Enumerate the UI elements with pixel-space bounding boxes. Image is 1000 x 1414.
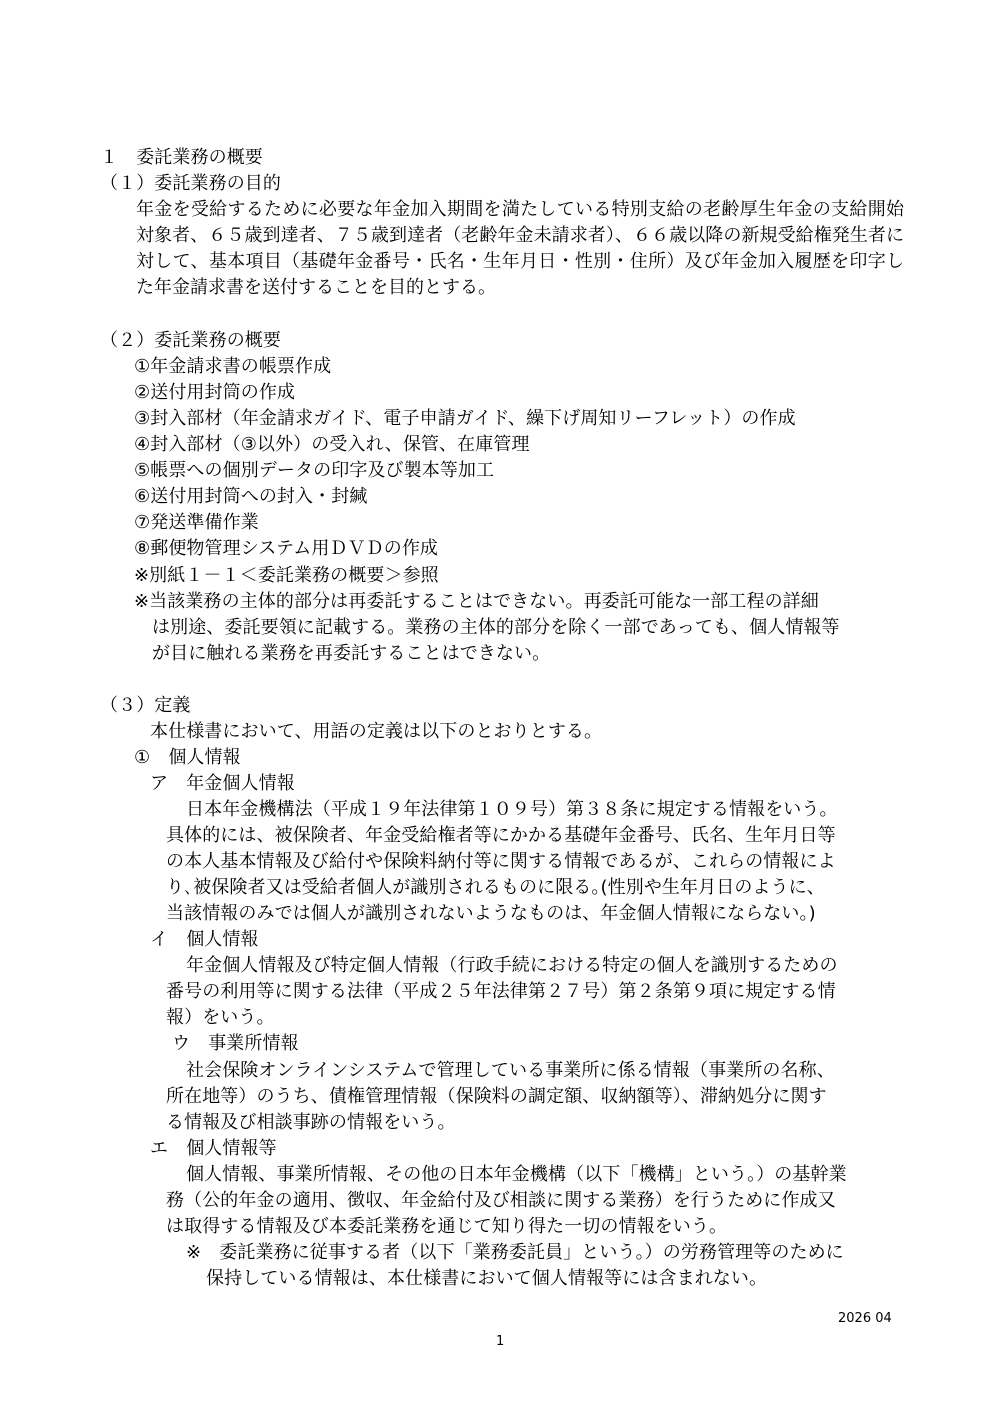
subcontract-note-line: が目に触れる業務を再委託することはできない。	[152, 643, 551, 664]
definition-line: は取得する情報及び本委託業務を通じて知り得た一切の情報をいう。	[166, 1216, 728, 1237]
definition-item-heading: ① 個人情報	[134, 747, 241, 768]
definition-line: 個人情報、事業所情報、その他の日本年金機構（以下「機構」という。）の基幹業	[186, 1164, 847, 1185]
subcontract-note-line: ※当該業務の主体的部分は再委託することはできない。再委託可能な一部工程の詳細	[134, 591, 819, 612]
definition-title-office-info: ウ 事業所情報	[172, 1033, 299, 1054]
section-heading: １ 委託業務の概要	[100, 147, 263, 168]
list-item: ⑦発送準備作業	[134, 512, 259, 533]
definition-title-pension-personal-info: ア 年金個人情報	[150, 773, 295, 794]
page-number: 1	[496, 1334, 505, 1349]
definition-line: 番号の利用等に関する法律（平成２５年法律第２７号）第２条第９項に規定する情	[166, 981, 836, 1002]
definition-line: の本人基本情報及び給付や保険料納付等に関する情報であるが、これらの情報によ	[166, 851, 836, 872]
definition-line: る情報及び相談事跡の情報をいう。	[166, 1112, 456, 1133]
definition-line: 日本年金機構法（平成１９年法律第１０９号）第３８条に規定する情報をいう。	[186, 799, 838, 820]
subsection-heading-overview: （２）委託業務の概要	[100, 330, 281, 351]
definition-line: 報）をいう。	[166, 1007, 275, 1028]
definition-line: 年金個人情報及び特定個人情報（行政手続における特定の個人を識別するための	[186, 955, 838, 976]
reference-note: ※別紙１－１＜委託業務の概要＞参照	[134, 565, 439, 586]
purpose-paragraph: 年金を受給するために必要な年金加入期間を満たしている特別支給の老齢厚生年金の支給開始対象者、６５歳到達者、７５歳到達者（老齢年金未請求者）、６６歳以降の新規受給権発生者に対して、基本項目（基礎年金番号・氏名・生年月日・性別・住所）及び年金加入履歴を印字した年金請求書を送付することを目的とする。	[136, 199, 904, 298]
definition-line: 所在地等）のうち、債権管理情報（保険料の調定額、収納額等）、滞納処分に関す	[166, 1086, 827, 1107]
exclusion-note-line: ※ 委託業務に従事する者（以下「業務委託員」という。）の労務管理等のために	[186, 1242, 844, 1263]
definition-line: 具体的には、被保険者、年金受給権者等にかかる基礎年金番号、氏名、生年月日等	[166, 825, 836, 846]
exclusion-note-line: 保持している情報は、本仕様書において個人情報等には含まれない。	[206, 1268, 768, 1289]
subsection-heading-purpose: （１）委託業務の目的	[100, 173, 281, 194]
definition-line: 務（公的年金の適用、徴収、年金給付及び相談に関する業務）を行うために作成又	[166, 1190, 836, 1211]
definition-title-personal-info: イ 個人情報	[150, 929, 259, 950]
list-item: ④封入部材（③以外）の受入れ、保管、在庫管理	[134, 434, 530, 455]
list-item: ⑤帳票への個別データの印字及び製本等加工	[134, 460, 495, 481]
document-date: 2026 04	[838, 1311, 892, 1326]
list-item: ②送付用封筒の作成	[134, 382, 296, 403]
list-item: ⑥送付用封筒への封入・封緘	[134, 486, 368, 507]
definition-line: 当該情報のみでは個人が識別されないようなものは、年金個人情報にならない。)	[166, 903, 816, 924]
definition-line: り､被保険者又は受給者個人が識別されるものに限る｡(性別や生年月日のように、	[166, 877, 825, 898]
subcontract-note-line: は別途、委託要領に記載する。業務の主体的部分を除く一部であっても、個人情報等	[152, 617, 840, 638]
subsection-heading-definitions: （３）定義	[100, 695, 191, 716]
definition-title-personal-info-etc: エ 個人情報等	[150, 1138, 277, 1159]
definitions-intro: 本仕様書において、用語の定義は以下のとおりとする。	[150, 721, 603, 742]
list-item: ③封入部材（年金請求ガイド、電子申請ガイド、繰下げ周知リーフレット）の作成	[134, 408, 796, 429]
definition-line: 社会保険オンラインシステムで管理している事業所に係る情報（事業所の名称、	[186, 1060, 835, 1081]
list-item: ⑧郵便物管理システム用ＤＶＤの作成	[134, 538, 439, 559]
list-item: ①年金請求書の帳票作成	[134, 356, 332, 377]
